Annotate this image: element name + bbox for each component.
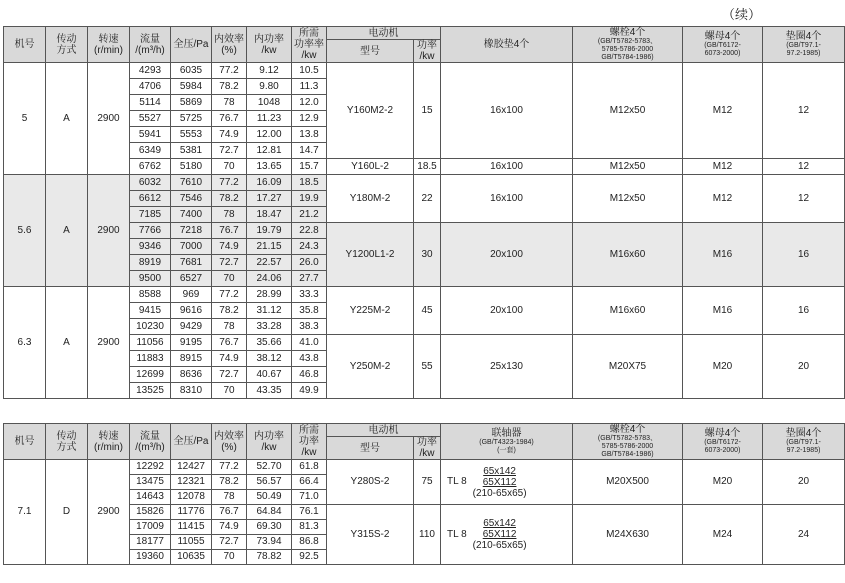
cell-efficiency: 78.2 bbox=[212, 475, 247, 490]
col-header-washer-standard: (GB/T97.1- 97.2-1985) bbox=[786, 439, 821, 454]
col-header-motor: 电动机 bbox=[327, 424, 441, 437]
cell-required-power: 18.5 bbox=[292, 175, 327, 191]
cell-power: 35.66 bbox=[247, 335, 292, 351]
cell-power: 56.57 bbox=[247, 475, 292, 490]
cell-pressure: 6527 bbox=[171, 271, 212, 287]
cell-drive: A bbox=[46, 175, 88, 287]
cell-efficiency: 76.7 bbox=[212, 223, 247, 239]
cell-pressure: 5553 bbox=[171, 127, 212, 143]
cell-flow: 5527 bbox=[130, 111, 171, 127]
cell-pressure: 969 bbox=[171, 287, 212, 303]
col-header-bolt-standard: (GB/T5782-5783、 5785-5786-2000 GB/T5784-1986) bbox=[597, 38, 658, 61]
cell-motor-power: 30 bbox=[414, 223, 441, 287]
coupling-c: (210-65x65) bbox=[472, 487, 527, 499]
cell-required-power: 12.9 bbox=[292, 111, 327, 127]
cell-required-power: 14.7 bbox=[292, 143, 327, 159]
cell-motor-type: Y160L-2 bbox=[327, 159, 414, 175]
col-header-coupling-title: 联轴器 bbox=[491, 428, 522, 439]
col-header-motor-power: 功率 /kw bbox=[414, 437, 441, 460]
cell-flow: 7766 bbox=[130, 223, 171, 239]
cell-drive: A bbox=[46, 63, 88, 175]
cell-nut: M20 bbox=[683, 460, 763, 505]
col-header-rubber-pad: 橡胶垫4个 bbox=[441, 27, 573, 63]
cell-efficiency: 76.7 bbox=[212, 335, 247, 351]
cell-pressure: 5180 bbox=[171, 159, 212, 175]
cell-power: 9.80 bbox=[247, 79, 292, 95]
cell-required-power: 27.7 bbox=[292, 271, 327, 287]
cell-power: 9.12 bbox=[247, 63, 292, 79]
cell-flow: 13475 bbox=[130, 475, 171, 490]
cell-washer: 12 bbox=[763, 175, 845, 223]
cell-pressure: 5984 bbox=[171, 79, 212, 95]
cell-flow: 15826 bbox=[130, 505, 171, 520]
col-header-pressure: 全压/Pa bbox=[171, 27, 212, 63]
cell-pressure: 8636 bbox=[171, 367, 212, 383]
cell-bolt: M12x50 bbox=[573, 175, 683, 223]
cell-rubber-pad: 16x100 bbox=[441, 159, 573, 175]
cell-speed: 2900 bbox=[88, 460, 130, 565]
col-header-washer-title: 垫圈4个 bbox=[785, 428, 822, 439]
cell-pressure: 11776 bbox=[171, 505, 212, 520]
cell-pressure: 11055 bbox=[171, 535, 212, 550]
cell-pressure: 9429 bbox=[171, 319, 212, 335]
col-header-model: 机号 bbox=[4, 424, 46, 460]
cell-washer: 12 bbox=[763, 159, 845, 175]
cell-flow: 5941 bbox=[130, 127, 171, 143]
cell-model: 6.3 bbox=[4, 287, 46, 399]
cell-motor-type: Y1200L1-2 bbox=[327, 223, 414, 287]
cell-power: 19.79 bbox=[247, 223, 292, 239]
cell-pressure: 7400 bbox=[171, 207, 212, 223]
cell-power: 12.00 bbox=[247, 127, 292, 143]
col-header-pressure: 全压/Pa bbox=[171, 424, 212, 460]
cell-required-power: 41.0 bbox=[292, 335, 327, 351]
cell-power: 43.35 bbox=[247, 383, 292, 399]
cell-required-power: 76.1 bbox=[292, 505, 327, 520]
col-header-motor-type: 型号 bbox=[327, 437, 414, 460]
table-row bbox=[4, 505, 845, 520]
cell-model: 5.6 bbox=[4, 175, 46, 287]
cell-efficiency: 78 bbox=[212, 207, 247, 223]
col-header-coupling-standard: (GB/T4323-1984) (一套) bbox=[479, 439, 534, 454]
cell-motor-type: Y180M-2 bbox=[327, 175, 414, 223]
cell-flow: 11056 bbox=[130, 335, 171, 351]
col-header-bolt-title: 螺栓4个 bbox=[609, 424, 646, 435]
cell-required-power: 13.8 bbox=[292, 127, 327, 143]
cell-required-power: 81.3 bbox=[292, 520, 327, 535]
cell-efficiency: 70 bbox=[212, 550, 247, 565]
cell-efficiency: 78.2 bbox=[212, 191, 247, 207]
cell-required-power: 21.2 bbox=[292, 207, 327, 223]
cell-flow: 13525 bbox=[130, 383, 171, 399]
cell-motor-power: 22 bbox=[414, 175, 441, 223]
col-header-nut bbox=[683, 424, 763, 460]
coupling-c: (210-65x65) bbox=[472, 540, 527, 551]
cell-efficiency: 77.2 bbox=[212, 175, 247, 191]
cell-required-power: 35.8 bbox=[292, 303, 327, 319]
fan-spec-table-1 bbox=[3, 26, 845, 399]
cell-required-power: 86.8 bbox=[292, 535, 327, 550]
cell-power: 18.47 bbox=[247, 207, 292, 223]
cell-flow: 17009 bbox=[130, 520, 171, 535]
col-header-washer-standard: (GB/T97.1- 97.2-1985) bbox=[786, 42, 821, 57]
cell-flow: 9346 bbox=[130, 239, 171, 255]
cell-power: 69.30 bbox=[247, 520, 292, 535]
cell-efficiency: 77.2 bbox=[212, 460, 247, 475]
cell-required-power: 11.3 bbox=[292, 79, 327, 95]
table-row bbox=[4, 335, 845, 351]
cell-required-power: 19.9 bbox=[292, 191, 327, 207]
cell-required-power: 46.8 bbox=[292, 367, 327, 383]
cell-power: 40.67 bbox=[247, 367, 292, 383]
cell-motor-type: Y280S-2 bbox=[327, 460, 414, 505]
cell-pressure: 7000 bbox=[171, 239, 212, 255]
col-header-bolt-title: 螺栓4个 bbox=[609, 27, 646, 38]
cell-flow: 4706 bbox=[130, 79, 171, 95]
cell-motor-power: 18.5 bbox=[414, 159, 441, 175]
cell-power: 21.15 bbox=[247, 239, 292, 255]
cell-required-power: 49.9 bbox=[292, 383, 327, 399]
cell-power: 52.70 bbox=[247, 460, 292, 475]
cell-flow: 6032 bbox=[130, 175, 171, 191]
cell-speed: 2900 bbox=[88, 63, 130, 175]
cell-efficiency: 76.7 bbox=[212, 111, 247, 127]
cell-flow: 11883 bbox=[130, 351, 171, 367]
col-header-washer bbox=[763, 27, 845, 63]
col-header-washer-title: 垫圈4个 bbox=[785, 31, 822, 42]
cell-flow: 8588 bbox=[130, 287, 171, 303]
cell-flow: 6349 bbox=[130, 143, 171, 159]
cell-pressure: 10635 bbox=[171, 550, 212, 565]
cell-flow: 4293 bbox=[130, 63, 171, 79]
cell-pressure: 7546 bbox=[171, 191, 212, 207]
col-header-speed: 转速 (r/min) bbox=[88, 27, 130, 63]
cell-required-power: 66.4 bbox=[292, 475, 327, 490]
col-header-power: 内功率 /kw bbox=[247, 424, 292, 460]
col-header-speed: 转速 (r/min) bbox=[88, 424, 130, 460]
cell-washer: 20 bbox=[763, 460, 845, 505]
col-header-nut-standard: (GB/T6172- 6073-2000) bbox=[704, 42, 741, 57]
cell-power: 22.57 bbox=[247, 255, 292, 271]
col-header-nut-title: 螺母4个 bbox=[704, 31, 741, 42]
col-header-nut bbox=[683, 27, 763, 63]
cell-power: 78.82 bbox=[247, 550, 292, 565]
col-header-flow: 流量 /(m³/h) bbox=[130, 27, 171, 63]
cell-bolt: M20X75 bbox=[573, 335, 683, 399]
cell-pressure: 12078 bbox=[171, 490, 212, 505]
coupling-b: 65X112 bbox=[482, 476, 517, 488]
cell-efficiency: 70 bbox=[212, 159, 247, 175]
cell-efficiency: 70 bbox=[212, 383, 247, 399]
col-header-motor-type: 型号 bbox=[327, 40, 414, 63]
col-header-bolt-standard: (GB/T5782-5783、 5785-5786-2000 GB/T5784-1986) bbox=[597, 435, 658, 458]
cell-flow: 9500 bbox=[130, 271, 171, 287]
table-row bbox=[4, 223, 845, 239]
table-row bbox=[4, 175, 845, 191]
cell-bolt: M16x60 bbox=[573, 287, 683, 335]
cell-efficiency: 72.7 bbox=[212, 535, 247, 550]
cell-motor-type: Y250M-2 bbox=[327, 335, 414, 399]
cell-flow: 6762 bbox=[130, 159, 171, 175]
cell-power: 11.23 bbox=[247, 111, 292, 127]
cell-rubber-pad: 16x100 bbox=[441, 175, 573, 223]
cell-coupling bbox=[441, 460, 573, 505]
cell-efficiency: 72.7 bbox=[212, 367, 247, 383]
cell-pressure: 11415 bbox=[171, 520, 212, 535]
cell-power: 13.65 bbox=[247, 159, 292, 175]
col-header-drive: 传动 方式 bbox=[46, 27, 88, 63]
coupling-spec bbox=[473, 466, 527, 499]
cell-efficiency: 78 bbox=[212, 95, 247, 111]
table-row bbox=[4, 159, 845, 175]
cell-rubber-pad: 20x100 bbox=[441, 287, 573, 335]
coupling-type: TL 8 bbox=[447, 528, 467, 540]
cell-power: 12.81 bbox=[247, 143, 292, 159]
cell-flow: 8919 bbox=[130, 255, 171, 271]
cell-efficiency: 74.9 bbox=[212, 127, 247, 143]
cell-pressure: 7681 bbox=[171, 255, 212, 271]
cell-flow: 5114 bbox=[130, 95, 171, 111]
cell-pressure: 6035 bbox=[171, 63, 212, 79]
cell-rubber-pad: 25x130 bbox=[441, 335, 573, 399]
cell-motor-type: Y225M-2 bbox=[327, 287, 414, 335]
cell-pressure: 12427 bbox=[171, 460, 212, 475]
cell-flow: 18177 bbox=[130, 535, 171, 550]
coupling-b: 65X112 bbox=[482, 529, 517, 540]
cell-power: 1048 bbox=[247, 95, 292, 111]
cell-speed: 2900 bbox=[88, 287, 130, 399]
fan-spec-table-2 bbox=[3, 423, 845, 565]
cell-power: 24.06 bbox=[247, 271, 292, 287]
cell-bolt: M16x60 bbox=[573, 223, 683, 287]
cell-required-power: 61.8 bbox=[292, 460, 327, 475]
cell-efficiency: 78.2 bbox=[212, 79, 247, 95]
col-header-efficiency: 内效率 (%) bbox=[212, 424, 247, 460]
cell-required-power: 33.3 bbox=[292, 287, 327, 303]
cell-power: 31.12 bbox=[247, 303, 292, 319]
cell-power: 28.99 bbox=[247, 287, 292, 303]
cell-washer: 20 bbox=[763, 335, 845, 399]
cell-efficiency: 74.9 bbox=[212, 239, 247, 255]
cell-efficiency: 77.2 bbox=[212, 63, 247, 79]
cell-pressure: 5725 bbox=[171, 111, 212, 127]
cell-power: 17.27 bbox=[247, 191, 292, 207]
cell-washer: 12 bbox=[763, 63, 845, 159]
cell-required-power: 22.8 bbox=[292, 223, 327, 239]
cell-pressure: 8310 bbox=[171, 383, 212, 399]
table-row bbox=[4, 460, 845, 475]
cell-efficiency: 76.7 bbox=[212, 505, 247, 520]
cell-power: 33.28 bbox=[247, 319, 292, 335]
cell-required-power: 10.5 bbox=[292, 63, 327, 79]
cell-flow: 9415 bbox=[130, 303, 171, 319]
cell-motor-power: 110 bbox=[414, 505, 441, 565]
cell-bolt: M12x50 bbox=[573, 159, 683, 175]
cell-efficiency: 77.2 bbox=[212, 287, 247, 303]
table-row bbox=[4, 63, 845, 79]
cell-bolt: M24X630 bbox=[573, 505, 683, 565]
col-header-motor-power: 功率 /kw bbox=[414, 40, 441, 63]
cell-efficiency: 78 bbox=[212, 490, 247, 505]
cell-flow: 19360 bbox=[130, 550, 171, 565]
cell-pressure: 8915 bbox=[171, 351, 212, 367]
cell-nut: M12 bbox=[683, 159, 763, 175]
cell-motor-power: 55 bbox=[414, 335, 441, 399]
cell-pressure: 12321 bbox=[171, 475, 212, 490]
cell-flow: 12699 bbox=[130, 367, 171, 383]
coupling-spec bbox=[473, 518, 527, 551]
cell-pressure: 5869 bbox=[171, 95, 212, 111]
cell-flow: 7185 bbox=[130, 207, 171, 223]
cell-required-power: 15.7 bbox=[292, 159, 327, 175]
col-header-bolt bbox=[573, 27, 683, 63]
cell-required-power: 71.0 bbox=[292, 490, 327, 505]
cell-power: 16.09 bbox=[247, 175, 292, 191]
cell-nut: M12 bbox=[683, 175, 763, 223]
cell-pressure: 5381 bbox=[171, 143, 212, 159]
cell-bolt: M12x50 bbox=[573, 63, 683, 159]
cell-washer: 16 bbox=[763, 287, 845, 335]
cell-model: 5 bbox=[4, 63, 46, 175]
col-header-required-power: 所需 功率率 /kw bbox=[292, 27, 327, 63]
cell-motor-power: 75 bbox=[414, 460, 441, 505]
cell-required-power: 26.0 bbox=[292, 255, 327, 271]
col-header-drive: 传动 方式 bbox=[46, 424, 88, 460]
cell-power: 64.84 bbox=[247, 505, 292, 520]
cell-required-power: 43.8 bbox=[292, 351, 327, 367]
col-header-power: 内功率 /kw bbox=[247, 27, 292, 63]
cell-efficiency: 70 bbox=[212, 271, 247, 287]
cell-drive: A bbox=[46, 287, 88, 399]
cell-required-power: 38.3 bbox=[292, 319, 327, 335]
cell-bolt: M20X500 bbox=[573, 460, 683, 505]
cell-efficiency: 72.7 bbox=[212, 255, 247, 271]
cell-required-power: 12.0 bbox=[292, 95, 327, 111]
col-header-coupling bbox=[441, 424, 573, 460]
cell-power: 50.49 bbox=[247, 490, 292, 505]
cell-washer: 16 bbox=[763, 223, 845, 287]
cell-motor-type: Y315S-2 bbox=[327, 505, 414, 565]
cell-pressure: 9195 bbox=[171, 335, 212, 351]
col-header-required-power: 所需 功率 /kw bbox=[292, 424, 327, 460]
cell-flow: 6612 bbox=[130, 191, 171, 207]
cell-pressure: 7218 bbox=[171, 223, 212, 239]
coupling-type: TL 8 bbox=[447, 476, 467, 487]
cell-drive: D bbox=[46, 460, 88, 565]
cell-nut: M16 bbox=[683, 287, 763, 335]
col-header-efficiency: 内效率 (%) bbox=[212, 27, 247, 63]
cell-nut: M12 bbox=[683, 63, 763, 159]
cell-washer: 24 bbox=[763, 505, 845, 565]
coupling-a: 65x142 bbox=[483, 465, 516, 477]
cell-motor-power: 15 bbox=[414, 63, 441, 159]
cell-flow: 12292 bbox=[130, 460, 171, 475]
cell-speed: 2900 bbox=[88, 175, 130, 287]
col-header-model: 机号 bbox=[4, 27, 46, 63]
cell-required-power: 92.5 bbox=[292, 550, 327, 565]
cell-efficiency: 78 bbox=[212, 319, 247, 335]
col-header-nut-title: 螺母4个 bbox=[704, 428, 741, 439]
table-row bbox=[4, 287, 845, 303]
cell-power: 73.94 bbox=[247, 535, 292, 550]
cell-flow: 10230 bbox=[130, 319, 171, 335]
cell-required-power: 24.3 bbox=[292, 239, 327, 255]
col-header-washer bbox=[763, 424, 845, 460]
cell-power: 38.12 bbox=[247, 351, 292, 367]
cell-efficiency: 78.2 bbox=[212, 303, 247, 319]
cell-efficiency: 74.9 bbox=[212, 520, 247, 535]
cell-pressure: 9616 bbox=[171, 303, 212, 319]
col-header-motor: 电动机 bbox=[327, 27, 441, 40]
continued-label: （续） bbox=[721, 7, 761, 22]
coupling-a: 65x142 bbox=[483, 518, 516, 529]
cell-motor-power: 45 bbox=[414, 287, 441, 335]
cell-flow: 14643 bbox=[130, 490, 171, 505]
col-header-nut-standard: (GB/T6172- 6073-2000) bbox=[704, 439, 741, 454]
cell-nut: M16 bbox=[683, 223, 763, 287]
cell-pressure: 7610 bbox=[171, 175, 212, 191]
col-header-bolt bbox=[573, 424, 683, 460]
cell-model: 7.1 bbox=[4, 460, 46, 565]
cell-rubber-pad: 16x100 bbox=[441, 63, 573, 159]
cell-efficiency: 74.9 bbox=[212, 351, 247, 367]
cell-coupling bbox=[441, 505, 573, 565]
cell-efficiency: 72.7 bbox=[212, 143, 247, 159]
cell-motor-type: Y160M2-2 bbox=[327, 63, 414, 159]
cell-rubber-pad: 20x100 bbox=[441, 223, 573, 287]
cell-nut: M20 bbox=[683, 335, 763, 399]
cell-nut: M24 bbox=[683, 505, 763, 565]
col-header-flow: 流量 /(m³/h) bbox=[130, 424, 171, 460]
